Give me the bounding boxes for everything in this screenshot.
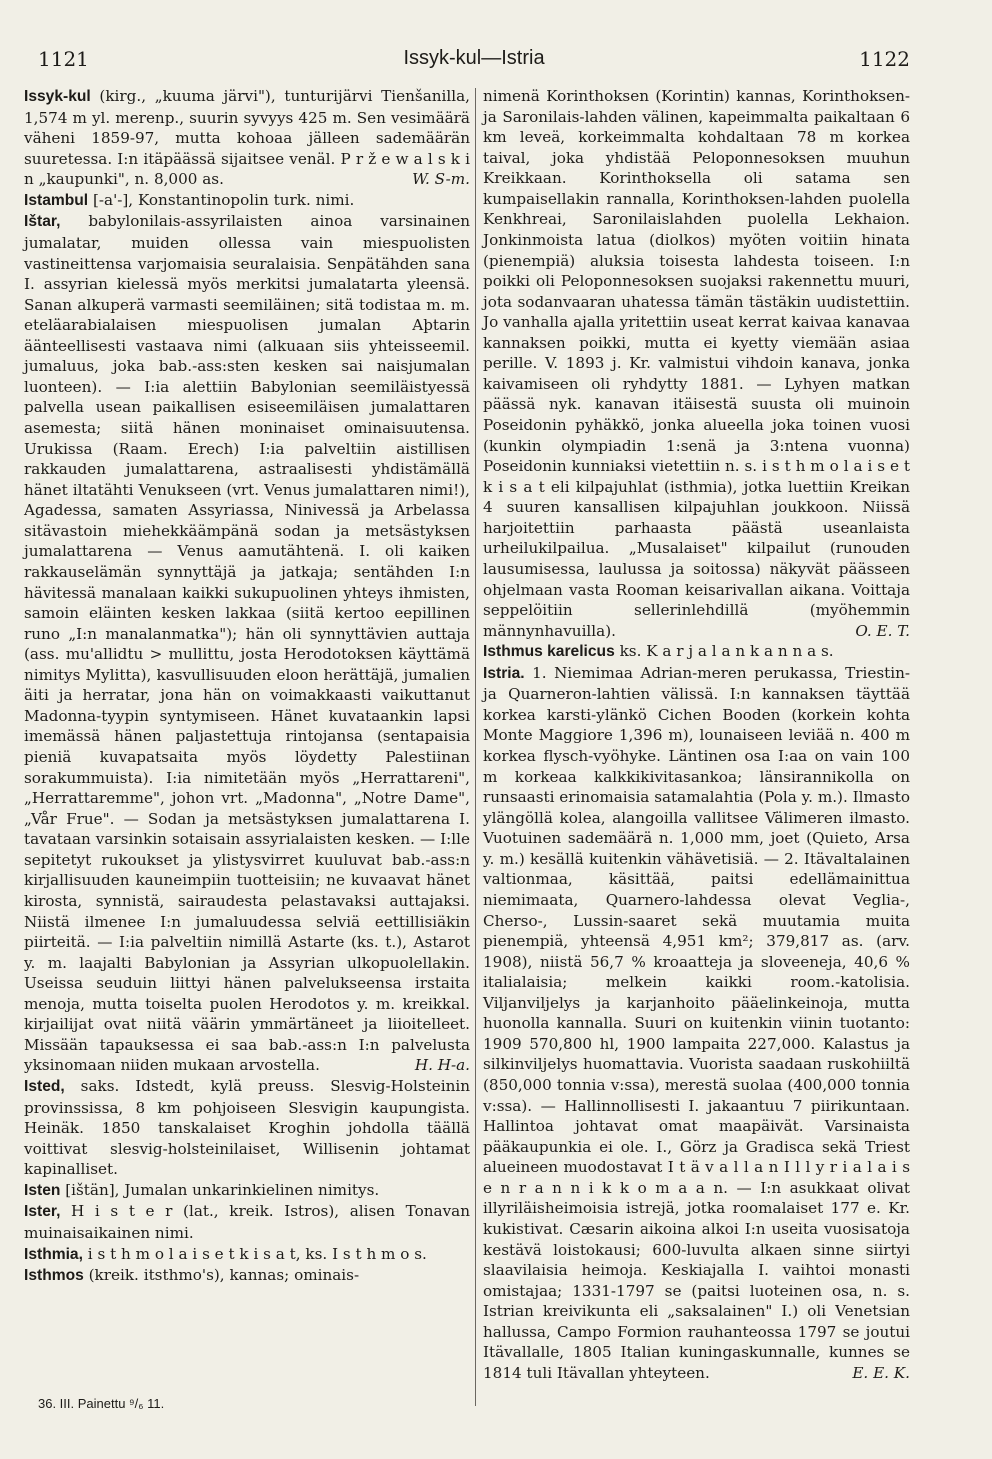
entry-body: babylonilais-assyrilaisten ainoa varsinainen jumalatar, muiden ollessa vain miespuolisten vastineittensa varjomaisia seuralaisia. Senpätähden sana I. assyrian kielessä myös merkitsi jumalatarta yleensä. Sanan alkuperä varmasti seemiläinen; sitä todistaa m. m. eteläarabialaisen miespuolisen jumalan Aþtarin äänteellisesti vastaava nimi (alkuaan siis yhteisseemil. jumaluus, joka bab.-ass:sten kesken sai naisjumalan luonteen). — I:ia alettiin Babylonian seemiläistyessä palvella usean paikallisen esiseemiläisen jumalattaren asemesta; siitä hänen moninaiset ominaisuutensa. Urukissa (Raam. Erech) I:ia palveltiin aistillisen rakkauden jumalattarena, astraalisesti yhdistämällä hänet iltatähti Venukseen (vrt. Venus jumalattaren nimi!), Agadessa, samaten Assyriassa, Ninivessä ja Arbelassa sitävastoin miehekkäämpänä sodan ja metsästyksen jumalattarena — Venus aamutähtenä. I. oli kaiken rakkauselämän synnyttäjä ja jatkaja; sentähden I:n hävitessä manalaan kaikki sukupuolinen yhteys ihmisten, samoin eläinten kesken lakkaa (siitä kertoo eepillinen runo „I:n manalanmatka"); hän oli synnyttävien auttaja (ass. mu'allidtu > mullittu, josta Herodotoksen käyttämä nimitys Mylitta), kasvullisuuden eloon herättäjä, jumalien äiti ja herratar, jona hän on voimakkaasti vaikuttanut Madonna-tyypin syntymiseen. Hänet kuvataankin lapsi imemässä hänen paljastettuja rintojansa (sentapaisia pieniä kuvapatsaita myös löydetty Palestiinan sorakummuista). I:ia nimitetään myös „Herrattareni", „Herrattaremme", johon vrt. „Madonna", „Notre Dame", „Vår Frue". — Sodan ja metsästyksen jumalattarena I. tavataan varsinkin sotaisain assyrialaisten kesken. — I:lle sepitetyt rukoukset ja ylistysvirret kuuluvat bab.-ass:n kirjallisuuden kauneimpiin tuotteisiin; ne kuvaavat hänet kirosta, synnistä, sairaudesta pelastavaksi auttajaksi. Niistä ilmenee I:n jumaluudessa selviä eettillisiäkin piirteitä. — I:ia palveltiin nimillä Astarte (ks. t.), Astarot y. m. laajalti Babylonian ja Assyrian ulkopuolellakin. Useissa seuduin liittyi hänen palvelukseensa irstaita menoja, mutta toiselta puolen Herodotos y. m. kreikkal. kirjailijat ovat niitä väärin ymmärtäneet ja liioitelleet. Missään tapauksessa ei saa bab.-ass:n I:n palvelusta yksinomaan niiden mukaan arvostella. bbox=[24, 212, 470, 1075]
entry-headword: Isthmos bbox=[24, 1267, 84, 1285]
article-entry bbox=[24, 1180, 470, 1202]
article-entry bbox=[24, 1265, 470, 1287]
entry-body: [ištän], Jumalan unkarinkielinen nimitys. bbox=[60, 1180, 380, 1199]
article-entry bbox=[483, 663, 910, 1384]
article-entry bbox=[24, 190, 470, 212]
page-number-right: 1122 bbox=[859, 47, 910, 71]
article-entry bbox=[24, 86, 470, 190]
author-signature: E. E. K. bbox=[852, 1363, 910, 1382]
entry-body: i s t h m o l a i s e t k i s a t, ks. I s t h m o s. bbox=[82, 1244, 427, 1263]
entry-headword: Istambul bbox=[24, 191, 89, 209]
entry-headword: Isthmia, bbox=[24, 1245, 83, 1263]
entry-body: (kreik. itsthmo's), kannas; ominais- bbox=[83, 1266, 360, 1285]
entry-body: H i s t e r (lat., kreik. Istros), alisen Tonavan muinaisaikainen nimi. bbox=[24, 1202, 470, 1242]
entry-headword: Isthmus karelicus bbox=[483, 643, 615, 661]
entry-body: (kirg., „kuuma järvi"), tunturijärvi Tienšanilla, 1,574 m yl. merenp., suurin syvyys 425 m. Sen vesimäärä väheni 1859-97, mutta kohoaa jälleen sademäärän suuretessa. I:n itäpäässä sijaitsee venäl. P r ž e w a l s k i n „kaupunki", n. 8,000 as. bbox=[24, 87, 470, 189]
entry-headword: Isted, bbox=[24, 1078, 65, 1095]
page-number-left: 1121 bbox=[38, 47, 89, 71]
entry-body: [-a'-], Konstantinopolin turk. nimi. bbox=[88, 190, 355, 209]
article-entry bbox=[24, 1201, 470, 1243]
print-footer: 36. III. Painettu ⁹/₆ 11. bbox=[38, 1396, 165, 1411]
author-signature: H. H-a. bbox=[414, 1056, 470, 1075]
author-signature: O. E. T. bbox=[855, 621, 910, 640]
page-header bbox=[38, 47, 910, 73]
article-entry bbox=[24, 1244, 470, 1266]
left-column bbox=[24, 86, 470, 1287]
entry-headword: Issyk-kul bbox=[24, 88, 91, 105]
entry-body: nimenä Korinthoksen (Korintin) kannas, Korinthoksen- ja Saronilais-lahden välinen, kapeimmalta paikaltaan 6 km leveä, korkeimmalta kohdaltaan 78 m korkea taival, joka yhdistää Peloponnesoksen muuhun Kreikkaan. Korinthoksella oli satama sen kumpaisellakin rannalla, Korinthoksen-lahden puolella Kenkhreai, Saronilaislahden puolella Lekhaion. Jonkinmoista latua (diolkos) myöten voitiin hinata (pienempiä) aluksia toisesta lahdesta toiseen. I:n poikki oli Peloponnesoksen suojaksi rakennettu muuri, jota sodanvaaran uhatessa tämän tästäkin uudistettiin. Jo vanhalla ajalla yritettiin useat kerrat kaivaa kanavaa kannaksen poikki, mutta ei kyetty viemään asiaa perille. V. 1893 j. Kr. valmistui vihdoin kanava, jonka kaivamiseen oli ryhdytty 1881. — Lyhyen matkan päässä nyk. kanavan itäisestä suusta oli muinoin Poseidonin pyhäkkö, jonka alueella joka toinen vuosi (kunkin olympiadin 1:senä ja 3:ntena vuonna) Poseidonin kunniaksi vietettiin n. s. i s t h m o l a i s e t k i s a t eli kilpajuhlat (isthmia), jotka luettiin Kreikan 4 suuren kansallisen kilpajuhlan joukkoon. Niissä harjoitettiin parhaasta päästä useanlaista urheilukilpailua. „Musalaiset" kilpailut (runouden lausumisessa, laulussa ja soitossa) näkyvät päässeen ohjelmaan vasta Rooman keisarivallan aikana. Voittaja seppelöitiin sellerinlehdillä (myöhemmin männynhavuilla). bbox=[483, 87, 910, 640]
right-column bbox=[483, 86, 910, 1383]
entry-body: 1. Niemimaa Adrian-meren perukassa, Triestin- ja Quarneron-lahtien välissä. I:n kannaksen täyttää korkea karsti-ylänkö Cichen Booden (korkein kohta Monte Maggiore 1,396 m), lounaiseen leviää n. 400 m korkea flysch-vyöhyke. Läntinen osa I:aa on vain 100 m korkeaa kalkkikivitasankoa; länsirannikolla on runsaasti erinomaisia satamalahtia (Pola y. m.). Ilmasto ylängöllä kolea, alangoilla vallitsee Välimeren ilmasto. Vuotuinen sademäärä n. 1,000 mm, joet (Quieto, Arsa y. m.) kesällä kuitenkin vähävetisiä. — 2. Itävaltalainen valtionmaa, käsittää, paitsi edellämainittua niemimaata, Quarnero-lahdessa olevat Veglia-, Cherso-, Lussin-saaret sekä muutamia muita pienempiä, yhteensä 4,951 km²; 379,817 as. (arv. 1908), niistä 56,7 % kroaatteja ja sloveeneja, 40,6 % italialaisia; melkein kaikki room.-katolisia. Viljanviljelys ja karjanhoito pääelinkeinoja, mutta huonolla kannalla. Suuri on kuitenkin viinin tuotanto: 1909 570,800 hl, 1900 lampaita 227,000. Kalastus ja silkinviljelys huomattavia. Vuorista saadaan ruskohiiltä (850,000 tonnia v:ssa), merestä suolaa (400,000 tonnia v:ssa). — Hallinnollisesti I. jakaantuu 7 piirikuntaan. Hallintoa johtavat omat maapäivät. Varsinaista pääkaupunkia ei ole. I., Görz ja Gradisca sekä Triest alueineen muodostavat I t ä v a l l a n I l l y r i a l a i s e n r a n n i k k o m a a n. — I:n asukkaat olivat illyriläisheimoisia istrejä, jotka roomalaiset 177 e. Kr. kukistivat. Cæsarin aikoina alkoi I:n useita vuosisatoja kestävä loistokausi; 600-luvulta alkaen sinne siirtyi slaavilaisia heimoja. Keskiajalla I. vaihtoi monasti omistajaa; 1331-1797 se (paitsi luoteinen osa, n. s. Istrian kreivikunta eli „saksalainen" I.) oli Venetsian hallussa, Campo Formion rauhanteossa 1797 se joutui Itävallalle, 1805 Italian kuningaskunnalle, kunnes se 1814 tuli Itävallan yhteyteen. bbox=[483, 663, 910, 1382]
entry-body: saks. Idstedt, kylä preuss. Slesvig-Holsteinin provinssissa, 8 km pohjoiseen Slesvigin kaupungista. Heinäk. 1850 tanskalaiset Kroghin johdolla täällä voittivat slesvig-holsteinilaiset, Willisenin johtamat kapinalliset. bbox=[24, 1077, 470, 1179]
entry-headword: Ištar, bbox=[24, 213, 61, 231]
entry-headword: Ister, bbox=[24, 1203, 61, 1221]
column-divider bbox=[475, 88, 476, 1406]
entry-body: ks. K a r j a l a n k a n n a s. bbox=[614, 642, 834, 661]
running-title: Issyk-kul—Istria bbox=[403, 47, 545, 69]
article-entry bbox=[483, 86, 910, 641]
author-signature: W. S-m. bbox=[412, 170, 470, 189]
entry-headword: Istria. bbox=[483, 664, 525, 682]
article-entry bbox=[24, 211, 470, 1076]
entry-headword: Isten bbox=[24, 1181, 61, 1199]
article-entry bbox=[24, 1076, 470, 1180]
article-entry bbox=[483, 641, 910, 663]
